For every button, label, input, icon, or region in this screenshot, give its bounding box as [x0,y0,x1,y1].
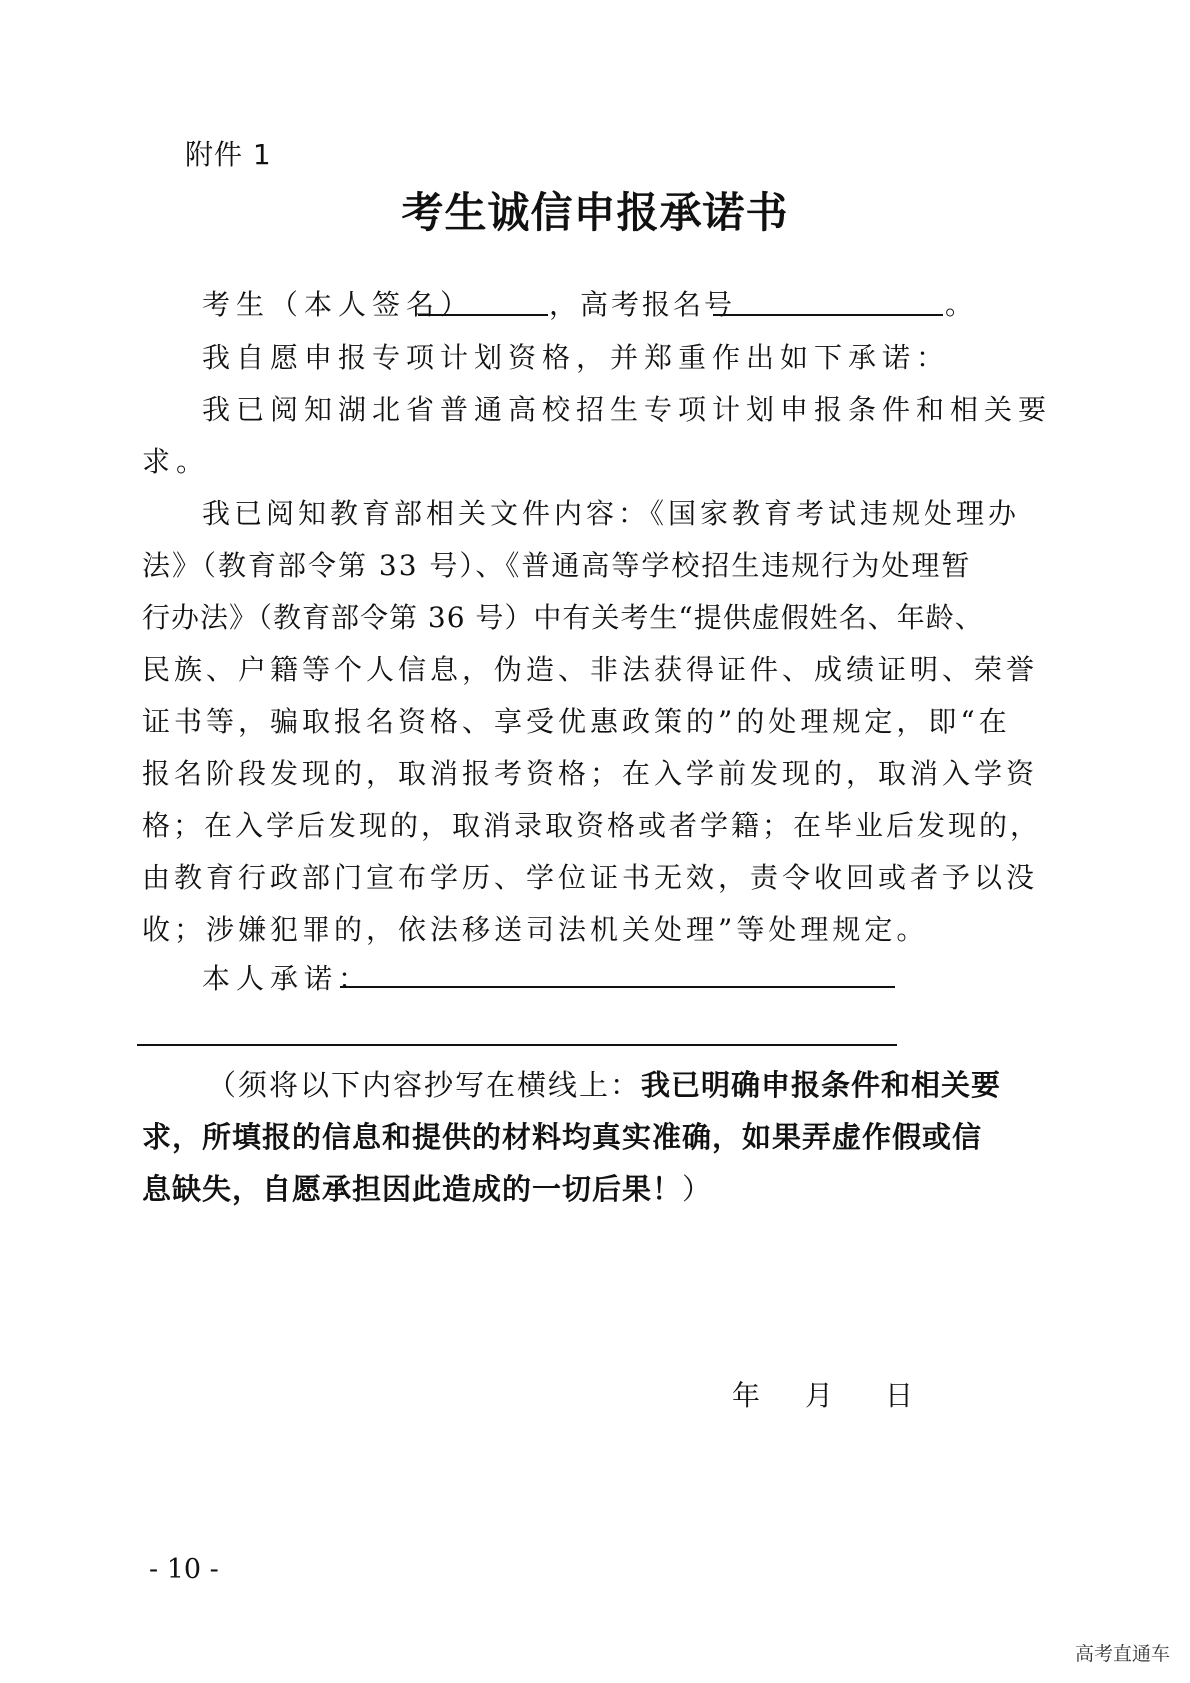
registration-label: ，高考报名号 [549,288,736,321]
attachment-label: 附件 1 [185,138,272,171]
instruction-bold-text: 息缺失，自愿承担因此造成的一切后果！ [142,1172,683,1206]
watermark: 高考直通车 [1074,1643,1170,1665]
commitment-line-1[interactable] [340,986,895,988]
signature-field[interactable] [418,314,548,316]
instruction-prefix: （须将以下内容抄写在横线上： [207,1068,642,1102]
body-line: 行办法》（教育部令第 36 号）中有关考生“提供虚假姓名、年龄、 [142,601,984,634]
body-line: 由教育行政部门宣布学历、学位证书无效，责令收回或者予以没 [142,861,1039,894]
instruction-bold-text: 我已明确申报条件和相关要 [641,1068,1002,1102]
body-line: 收；涉嫌犯罪的，依法移送司法机关处理”等处理规定。 [142,913,929,946]
date-day: 日 [885,1379,914,1412]
page-number: - 10 - [149,1554,219,1585]
commitment-line-2[interactable] [137,1044,897,1046]
body-line: 我已阅知教育部相关文件内容：《国家教育考试违规处理办 [202,497,1021,530]
body-line: 格；在入学后发现的，取消录取资格或者学籍；在毕业后发现的， [142,809,1042,842]
instruction-line-1 [207,1063,1001,1104]
document-title: 考生诚信申报承诺书 [401,188,789,237]
date-year: 年 [732,1379,761,1412]
body-line: 我已阅知湖北省普通高校招生专项计划申报条件和相关要 [202,393,1053,426]
registration-number-field[interactable] [713,314,943,316]
commitment-label: 本人承诺： [202,962,373,995]
body-line: 我自愿申报专项计划资格，并郑重作出如下承诺： [202,341,951,374]
body-line: 民族、户籍等个人信息，伪造、非法获得证件、成绩证明、荣誉 [142,653,1039,686]
instruction-bold-text: 求，所填报的信息和提供的材料均真实准确，如果弄虚作假或信 [142,1120,983,1154]
signature-label: 考生（本人签名） [202,288,475,321]
body-line: 法》（教育部令第 33 号）、《普通高等学校招生违规行为处理暂 [142,549,972,582]
instruction-line-3 [142,1167,713,1208]
instruction-line-2 [142,1115,982,1156]
body-line: 求。 [142,445,211,478]
date-month: 月 [805,1379,834,1412]
registration-line-end: 。 [945,288,980,321]
body-line: 证书等，骗取报名资格、享受优惠政策的”的处理规定，即“在 [142,705,1011,738]
body-line: 报名阶段发现的，取消报考资格；在入学前发现的，取消入学资 [142,757,1039,790]
instruction-suffix: ） [682,1172,714,1206]
